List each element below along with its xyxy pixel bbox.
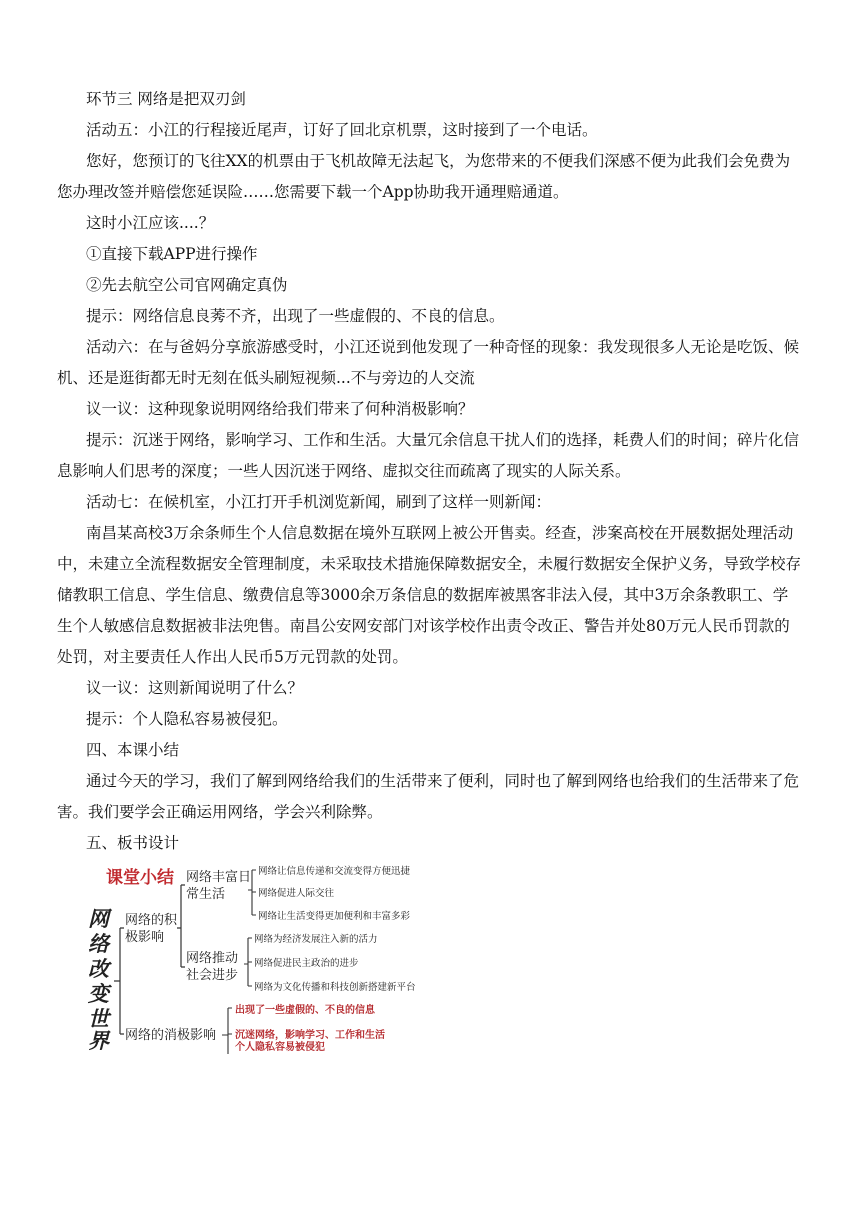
activity-6-line-2: 机、还是逛街都无时无刻在低头刷短视频...不与旁边的人交流 bbox=[57, 369, 475, 387]
body-text bbox=[57, 84, 812, 859]
social-label-line-2: 社会进步 bbox=[186, 968, 239, 983]
board-heading: 五、板书设计 bbox=[86, 834, 180, 852]
mind-map-title: 课堂小结 bbox=[106, 868, 174, 888]
summary-line-1: 通过今天的学习，我们了解到网络给我们的生活带来了便利，同时也了解到网络也给我们的生活带来了危 bbox=[86, 772, 800, 790]
news-line-3: 储教职工信息、学生信息、缴费信息等3000余万条信息的数据库被黑客非法入侵，其中3万余条教职工、学 bbox=[57, 586, 789, 604]
discussion-2: 议一议：这则新闻说明了什么？ bbox=[86, 679, 304, 697]
negative-item-1: 出现了一些虚假的、不良的信息 bbox=[235, 1005, 375, 1016]
option-2: ②先去航空公司官网确定真伪 bbox=[86, 276, 288, 294]
mind-map-root bbox=[87, 907, 113, 1053]
hint-2-line-1: 提示：沉迷于网络，影响学习、工作和生活。大量冗余信息干扰人们的选择，耗费人们的时间；碎片化信 bbox=[86, 431, 800, 449]
social-item-2: 网络促进民主政治的进步 bbox=[254, 958, 359, 969]
daily-item-2: 网络促进人际交往 bbox=[258, 888, 335, 899]
root-char-2: 络 bbox=[88, 932, 109, 956]
hint-3: 提示：个人隐私容易被侵犯。 bbox=[86, 710, 288, 728]
daily-item-3: 网络让生活变得更加便利和丰富多彩 bbox=[258, 911, 411, 922]
root-bracket bbox=[114, 928, 124, 1034]
activity-5: 活动五：小江的行程接近尾声，订好了回北京机票，这时接到了一个电话。 bbox=[86, 121, 598, 139]
root-char-6: 界 bbox=[88, 1029, 109, 1053]
daily-label-line-2: 常生活 bbox=[186, 887, 226, 902]
phone-call-line-2: 您办理改签并赔偿您延误险……您需要下载一个App协助我开通理赔通道。 bbox=[57, 183, 569, 201]
root-char-5: 世 bbox=[88, 1007, 109, 1031]
news-line-1: 南昌某高校3万余条师生个人信息数据在境外互联网上被公开售卖。经查，涉案高校在开展数据处理活动 bbox=[86, 524, 794, 542]
hint-2-line-2: 息影响人们思考的深度；一些人因沉迷于网络、虚拟交往而疏离了现实的人际关系。 bbox=[57, 462, 631, 480]
summary-line-2: 害。我们要学会正确运用网络，学会兴利除弊。 bbox=[57, 803, 383, 821]
social-item-1: 网络为经济发展注入新的活力 bbox=[254, 934, 378, 945]
question: 这时小江应该....？ bbox=[86, 214, 215, 232]
social-label-line-1: 网络推动 bbox=[186, 951, 239, 966]
root-char-3: 改 bbox=[88, 957, 109, 981]
daily-item-1: 网络让信息传递和交流变得方便迅捷 bbox=[258, 866, 411, 877]
option-1: ①直接下载APP进行操作 bbox=[86, 245, 258, 263]
negative-item-2: 沉迷网络，影响学习、工作和生活 bbox=[235, 1030, 385, 1041]
positive-label-line-1: 网络的积 bbox=[125, 913, 178, 928]
root-char-4: 变 bbox=[88, 982, 109, 1006]
phone-call-line-1: 您好，您预订的飞往XX的机票由于飞机故障无法起飞，为您带来的不便我们深感不便为此我们会免费为 bbox=[86, 152, 791, 170]
social-bracket bbox=[244, 938, 252, 986]
mind-map-diagram bbox=[82, 858, 442, 1054]
daily-label-line-1: 网络丰富日 bbox=[186, 870, 252, 885]
section-heading: 环节三 网络是把双刃剑 bbox=[86, 90, 246, 108]
news-line-2: 中，未建立全流程数据安全管理制度，未采取技术措施保障数据安全，未履行数据安全保护义务，导致学校存 bbox=[57, 555, 802, 573]
discussion-1: 议一议：这种现象说明网络给我们带来了何种消极影响？ bbox=[86, 400, 474, 418]
news-line-4: 生个人敏感信息数据被非法兜售。南昌公安网安部门对该学校作出责令改正、警告并处80万元人民币罚款的 bbox=[57, 617, 790, 635]
social-item-3: 网络为文化传播和科技创新搭建新平台 bbox=[254, 982, 416, 993]
negative-label: 网络的消极影响 bbox=[125, 1028, 217, 1043]
positive-bracket bbox=[177, 885, 185, 967]
activity-7: 活动七：在候机室，小江打开手机浏览新闻，刷到了这样一则新闻： bbox=[86, 493, 552, 511]
positive-label-line-2: 极影响 bbox=[125, 930, 165, 945]
negative-bracket bbox=[222, 1008, 232, 1054]
negative-item-3: 个人隐私容易被侵犯 bbox=[235, 1042, 325, 1053]
root-char-1: 网 bbox=[88, 907, 109, 931]
news-line-5: 处罚，对主要责任人作出人民币5万元罚款的处罚。 bbox=[57, 648, 408, 666]
hint-1: 提示：网络信息良莠不齐，出现了一些虚假的、不良的信息。 bbox=[86, 307, 505, 325]
activity-6-line-1: 活动六：在与爸妈分享旅游感受时，小江还说到他发现了一种奇怪的现象：我发现很多人无论是吃饭、候 bbox=[86, 338, 800, 356]
summary-heading: 四、本课小结 bbox=[86, 741, 180, 759]
